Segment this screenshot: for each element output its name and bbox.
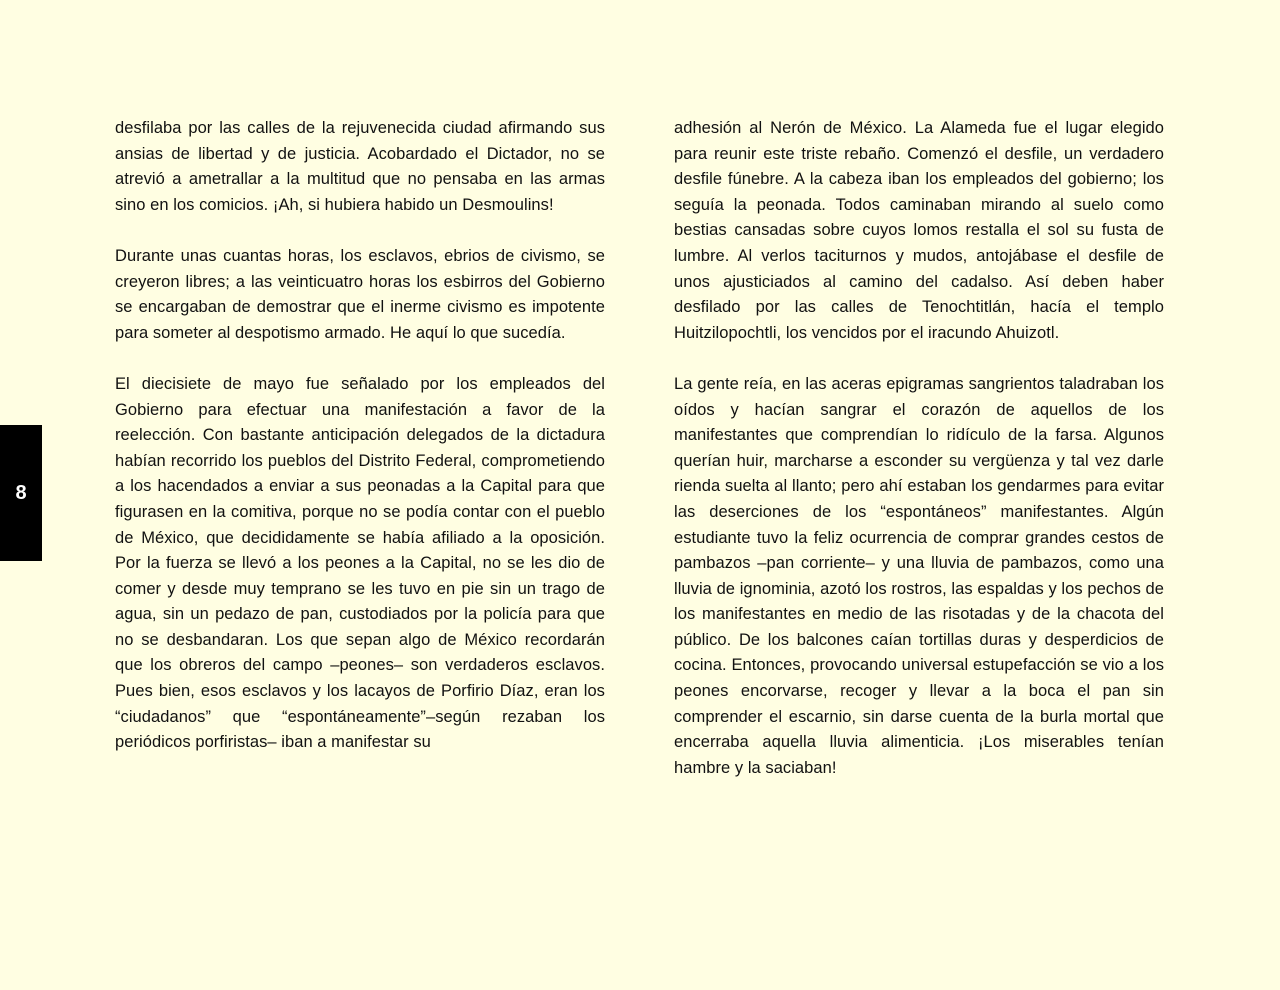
paragraph: Durante unas cuantas horas, los esclavos, ebrios de civismo, se creyeron libres; a las veinticuatro horas los esbirros del Gobierno se encargaban de demostrar que el inerme civismo es impotente para someter al despotismo armado. He aquí lo que sucedía. xyxy=(115,246,605,342)
paragraph: La gente reía, en las aceras epigramas sangrientos taladraban los oídos y hacían sangrar el corazón de aquellos de los manifestantes que comprendían lo ridículo de la farsa. Algunos querían huir, marcharse a esconder su vergüenza y tal vez darle rienda suelta al llanto; pero ahí estaban los gendarmes para evitar las deserciones de los “espontáneos” manifestantes. Algún estudiante tuvo la feliz ocurrencia de comprar grandes cestos de pambazos –pan corriente– y una lluvia de pambazos, como una lluvia de ignominia, azotó los rostros, las espaldas y los pechos de los manifestantes en medio de las risotadas y de la chacota del público. De los balcones caían tortillas duras y desperdicios de cocina. Entonces, provocando universal estupefacción se vio a los peones encorvarse, recoger y llevar a la boca el pan sin comprender el escarnio, sin darse cuenta de la burla mortal que encerraba aquella lluvia alimenticia. ¡Los miserables tenían hambre y la saciaban! xyxy=(674,374,1164,777)
page-number: 8 xyxy=(15,481,27,504)
paragraph: desfilaba por las calles de la rejuvenecida ciudad afirmando sus ansias de libertad y de justicia. Acobardado el Dictador, no se atrevió a ametrallar a la multitud que no pensaba en las armas sino en los comicios. ¡Ah, si hubiera habido un Desmoulins! xyxy=(115,119,605,214)
right-column xyxy=(674,116,1164,807)
paragraph: adhesión al Nerón de México. La Alameda fue el lugar elegido para reunir este triste rebaño. Comenzó el desfile, un verdadero desfile fúnebre. A la cabeza iban los empleados del gobierno; los seguía la peonada. Todos caminaban mirando al suelo como bestias cansadas sobre cuyos lomos restalla el sol su fusta de lumbre. Al verlos taciturnos y mudos, antojábase el desfile de unos ajusticiados al camino del cadalso. Así deben haber desfilado por las calles de Tenochtitlán, hacía el templo Huitzilopochtli, los vencidos por el iracundo Ahuizotl. xyxy=(674,119,1164,342)
paragraph: El diecisiete de mayo fue señalado por los empleados del Gobierno para efectuar una manifestación a favor de la reelección. Con bastante anticipación delegados de la dictadura habían recorrido los pueblos del Distrito Federal, comprometiendo a los hacendados a enviar a sus peonadas a la Capital para que figurasen en la comitiva, porque no se podía contar con el pueblo de México, que decididamente se había afiliado a la oposición. Por la fuerza se llevó a los peones a la Capital, no se les dio de comer y desde muy temprano se les tuvo en pie sin un trago de agua, sin un pedazo de pan, custodiados por la policía para que no se desbandaran. Los que sepan algo de México recordarán que los obreros del campo –peones– son verdaderos esclavos. Pues bien, esos esclavos y los lacayos de Porfirio Díaz, eran los “ciudadanos” que “espontáneamente”–según rezaban los periódicos porfiristas– iban a manifestar su xyxy=(115,374,605,752)
left-column xyxy=(115,116,605,781)
page-number-tab xyxy=(0,425,42,561)
